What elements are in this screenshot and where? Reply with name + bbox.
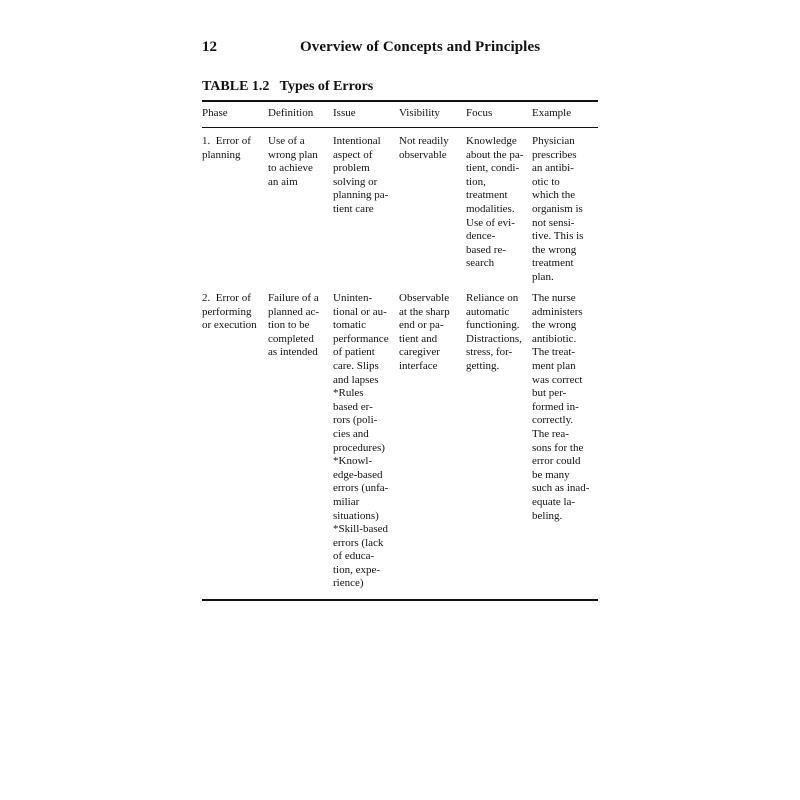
column-header-phase: Phase bbox=[202, 107, 228, 119]
row-2-issue-cell: Uninten- tional or au- tomatic performance of patient care. Slips and lapses *Rules based er- rors (poli- cies and procedures) *Knowl- edge-based errors (unfa- miliar situations) *Skill-based errors (lack of educa- tion, expe- rience) bbox=[333, 292, 389, 590]
column-header-definition: Definition bbox=[268, 107, 314, 119]
table-top-rule bbox=[202, 100, 598, 102]
row-2-definition-cell: Failure of a planned ac- tion to be completed as intended bbox=[268, 292, 319, 359]
column-header-focus: Focus bbox=[466, 107, 493, 119]
page-number: 12 bbox=[202, 39, 217, 55]
column-header-visibility: Visibility bbox=[399, 107, 440, 119]
row-1-focus-cell: Knowledge about the pa- tient, condi- tion, treatment modalities. Use of evi- dence- based re- search bbox=[466, 135, 524, 270]
row-1-issue-cell: Intentional aspect of problem solving or planning pa- tient care bbox=[333, 135, 389, 215]
running-header: Overview of Concepts and Principles bbox=[300, 39, 541, 55]
row-2-visibility-cell: Observable at the sharp end or pa- tient and caregiver interface bbox=[399, 292, 450, 372]
row-1-example-cell: Physician prescribes an antibi- otic to which the organism is not sensi- tive. This is the wrong treatment plan. bbox=[532, 135, 584, 283]
table-bottom-rule bbox=[202, 599, 598, 601]
column-header-issue: Issue bbox=[333, 107, 356, 119]
table-header-rule bbox=[202, 127, 598, 128]
row-2-focus-cell: Reliance on automatic functioning. Distractions, stress, for- getting. bbox=[466, 292, 522, 372]
row-1-definition-cell: Use of a wrong plan to achieve an aim bbox=[268, 135, 318, 188]
column-header-example: Example bbox=[532, 107, 572, 119]
row-2-example-cell: The nurse administers the wrong antibiotic. The treat- ment plan was correct but per- formed in- correctly. The rea- sons for the error could be many such as inad- equate la- beling. bbox=[532, 292, 590, 522]
row-2-phase-cell: 2. Error of performing or execution bbox=[202, 292, 257, 332]
row-1-phase-cell: 1. Error of planning bbox=[202, 135, 251, 161]
row-1-visibility-cell: Not readily observable bbox=[399, 135, 449, 161]
table-caption: TABLE 1.2 Types of Errors bbox=[202, 79, 374, 94]
